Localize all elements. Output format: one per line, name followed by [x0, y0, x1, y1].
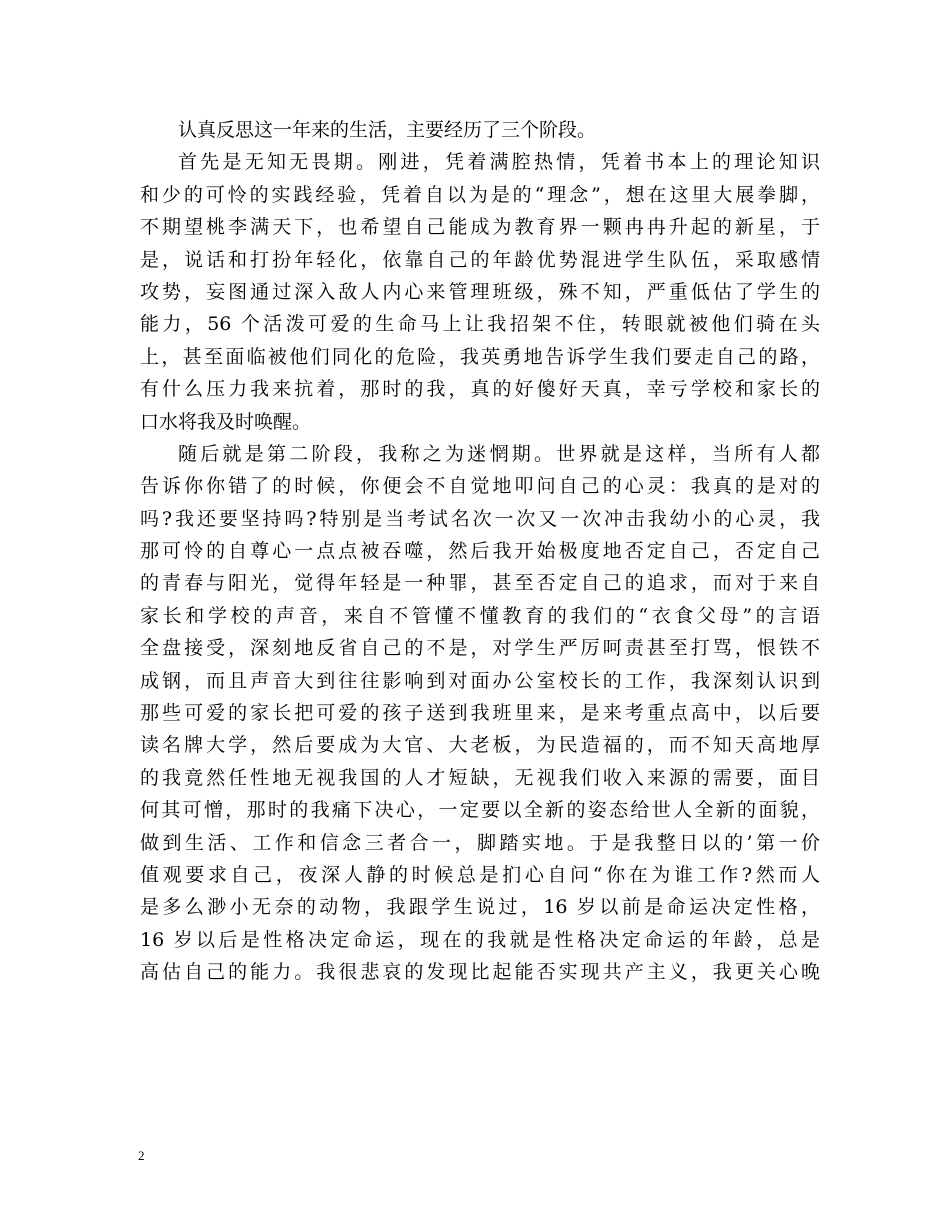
paragraph-line: 全盘接受，深刻地反省自己的不是，对学生严厉呵责甚至打骂，恨铁不: [140, 637, 820, 660]
paragraph-line: 有什么压力我来抗着，那时的我，真的好傻好天真，幸亏学校和家长的: [140, 378, 820, 401]
paragraph-line: 能力，56 个活泼可爱的生命马上让我招架不住，转眼就被他们骑在头: [140, 313, 820, 336]
paragraph-line: 认真反思这一年来的生活，主要经历了三个阶段。: [178, 119, 597, 141]
paragraph-line: 口水将我及时唤醒。: [140, 410, 312, 433]
paragraph-line: 做到生活、工作和信念三者合一，脚踏实地。于是我整日以的’第一价: [140, 831, 820, 854]
paragraph-line: 告诉你你错了的时候，你便会不自觉地叩问自己的心灵：我真的是对的: [140, 475, 820, 498]
paragraph-line: 读名牌大学，然后要成为大官、大老板，为民造福的，而不知天高地厚: [140, 734, 820, 757]
paragraph-line: 的我竟然任性地无视我国的人才短缺，无视我们收入来源的需要，面目: [140, 766, 820, 789]
paragraph-line: 那些可爱的家长把可爱的孩子送到我班里来，是来考重点高中，以后要: [140, 702, 820, 725]
paragraph-line: 高估自己的能力。我很悲哀的发现比起能否实现共产主义，我更关心晚: [140, 961, 820, 984]
page-number: 2: [138, 1148, 145, 1163]
paragraph-line: 是，说话和打扮年轻化，依靠自己的年龄优势混进学生队伍，采取感情: [140, 248, 820, 271]
paragraph-line: 上，甚至面临被他们同化的危险，我英勇地告诉学生我们要走自己的路，: [140, 345, 820, 368]
paragraph-line: 随后就是第二阶段，我称之为迷惘期。世界就是这样，当所有人都: [178, 442, 820, 465]
paragraph-line: 攻势，妄图通过深入敌人内心来管理班级，殊不知，严重低估了学生的: [140, 280, 820, 303]
paragraph-line: 吗?我还要坚持吗?特别是当考试名次一次又一次冲击我幼小的心灵，我: [140, 507, 820, 530]
paragraph-line: 值观要求自己，夜深人静的时候总是扪心自问“你在为谁工作?然而人: [140, 863, 820, 886]
paragraph-line: 首先是无知无畏期。刚进，凭着满腔热情，凭着书本上的理论知识: [178, 151, 820, 174]
paragraph-line: 成钢，而且声音大到往往影响到对面办公室校长的工作，我深刻认识到: [140, 669, 820, 692]
paragraph-line: 那可怜的自尊心一点点被吞噬，然后我开始极度地否定自己，否定自己: [140, 540, 820, 563]
paragraph-line: 16 岁以后是性格决定命运，现在的我就是性格决定命运的年龄，总是: [140, 928, 820, 951]
paragraph-line: 不期望桃李满天下，也希望自己能成为教育界一颗冉冉升起的新星，于: [140, 216, 820, 239]
paragraph-line: 的青春与阳光，觉得年轻是一种罪，甚至否定自己的追求，而对于来自: [140, 572, 820, 595]
paragraph-line: 家长和学校的声音，来自不管懂不懂教育的我们的“衣食父母”的言语: [140, 604, 820, 627]
paragraph-line: 是多么渺小无奈的动物，我跟学生说过，16 岁以前是命运决定性格，: [140, 896, 820, 919]
paragraph-line: 和少的可怜的实践经验，凭着自以为是的“理念”，想在这里大展拳脚，: [140, 183, 820, 206]
body-text: [140, 114, 820, 989]
paragraph-line: 何其可憎，那时的我痛下决心，一定要以全新的姿态给世人全新的面貌，: [140, 799, 820, 822]
